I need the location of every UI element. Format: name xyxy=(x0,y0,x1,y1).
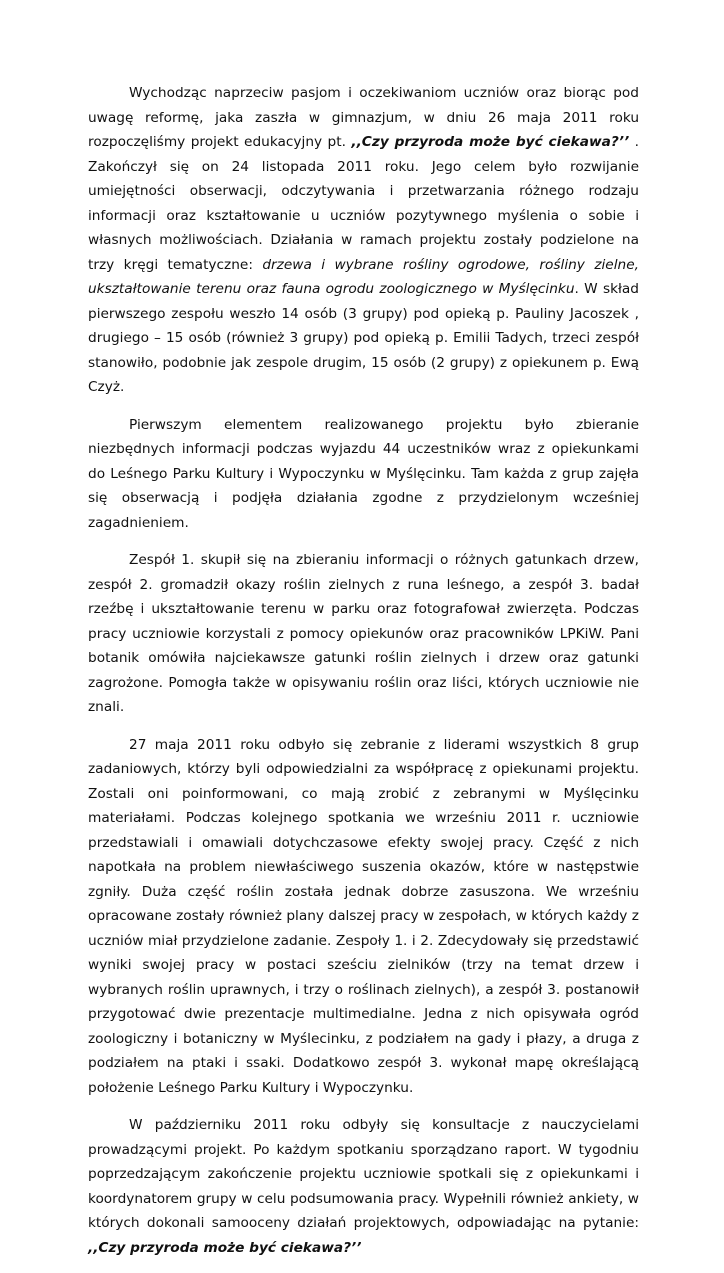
paragraph-intro xyxy=(88,81,639,400)
paragraph-text: Pierwszym elementem realizowanego projektu było zbieranie niezbędnych informacji podczas wyjazdu 44 uczestników wraz z opiekunkami do Leśnego Parku Kultury i Wypoczynku w Myślęcinku. Tam każda z grup zajęła się obserwacją i podjęła działania zgodne z przydzielonym wcześniej zagadnieniem. xyxy=(88,416,639,531)
paragraph-consultations xyxy=(88,1113,639,1260)
paragraph-text: Wychodząc naprzeciw pasjom i oczekiwaniom uczniów oraz biorąc pod uwagę reformę, jaka zaszła w gimnazjum, w dniu 26 maja 2011 roku rozpoczęliśmy projekt edukacyjny pt. xyxy=(88,85,639,150)
project-title-emphasis: ,,Czy przyroda może być ciekawa?’’ xyxy=(351,134,630,150)
project-title-emphasis: ,,Czy przyroda może być ciekawa?’’ xyxy=(88,1239,362,1256)
paragraph-first-element xyxy=(88,413,639,536)
paragraph-text: . Zakończył się on 24 listopada 2011 roku. Jego celem było rozwijanie umiejętności obserwacji, odczytywania i przetwarzania różnego rodzaju informacji oraz kształtowanie u uczniów pozytywnego myślenia o sobie i własnych możliwościach. Działania w ramach projektu zostały podzielone na trzy kręgi tematyczne: xyxy=(88,134,639,273)
paragraph-text: Zespół 1. skupił się na zbieraniu informacji o różnych gatunkach drzew, zespół 2. gromadził okazy roślin zielnych z runa leśnego, a zespół 3. badał rzeźbę i ukształtowanie terenu w parku oraz fotografował zwierzęta. Podczas pracy uczniowie korzystali z pomocy opiekunów oraz pracowników LPKiW. Pani botanik omówiła najciekawsze gatunki roślin zielnych i drzew oraz gatunki zagrożone. Pomogła także w opisywaniu roślin oraz liści, których uczniowie nie znali. xyxy=(88,552,639,715)
paragraph-leaders-meeting xyxy=(88,733,639,1101)
paragraph-text: 27 maja 2011 roku odbyło się zebranie z liderami wszystkich 8 grup zadaniowych, którzy byli odpowiedzialni za współpracę z opiekunami projektu. Zostali oni poinformowani, co mają zrobić z zebranymi w Myślęcinku materiałami. Podczas kolejnego spotkania we wrześniu 2011 r. uczniowie przedstawiali i omawiali dotychczasowe efekty swojej pracy. Część z nich napotkała na problem niewłaściwego suszenia okazów, które w następstwie zgniły. Duża część roślin została jednak dobrze zasuszona. We wrześniu opracowane zostały również plany dalszej pracy w zespołach, w których każdy z uczniów miał przydzielone zadanie. Zespoły 1. i 2. Zdecydowały się przedstawić wyniki swojej pracy w postaci sześciu zielników (trzy na temat drzew i wybranych roślin uprawnych, i trzy o roślinach zielnych), a zespół 3. postanowił przygotować dwie prezentacje multimedialne. Jedna z nich opisywała ogród zoologiczny i botaniczny w Myślecinku, z podziałem na gady i płazy, a druga z podziałem na ptaki i ssaki. Dodatkowo zespół 3. wykonał mapę określającą położenie Leśnego Parku Kultury i Wypoczynku. xyxy=(88,736,639,1096)
paragraph-teams-work xyxy=(88,548,639,720)
paragraph-text: W październiku 2011 roku odbyły się konsultacje z nauczycielami prowadzącymi projekt. Po każdym spotkaniu sporządzano raport. W tygodniu poprzedzającym zakończenie projektu uczniowie spotkali się z opiekunkami i koordynatorem grupy w celu podsumowania pracy. Wypełnili również ankiety, w których dokonali samooceny działań projektowych, odpowiadając na pytanie: xyxy=(88,1117,639,1231)
thematic-areas-emphasis: drzewa i wybrane rośliny ogrodowe, rośliny zielne, ukształtowanie terenu oraz fauna ogrodu zoologicznego w Myślęcinku xyxy=(88,256,639,297)
document-body xyxy=(88,81,639,1273)
paragraph-text: . W skład pierwszego zespołu weszło 14 osób (3 grupy) pod opieką p. Pauliny Jacoszek , drugiego – 15 osób (również 3 grupy) pod opieką p. Emilii Tadych, trzeci zespół stanowiło, podobnie jak zespole drugim, 15 osób (2 grupy) z opiekunem p. Ewą Czyż. xyxy=(88,281,639,395)
